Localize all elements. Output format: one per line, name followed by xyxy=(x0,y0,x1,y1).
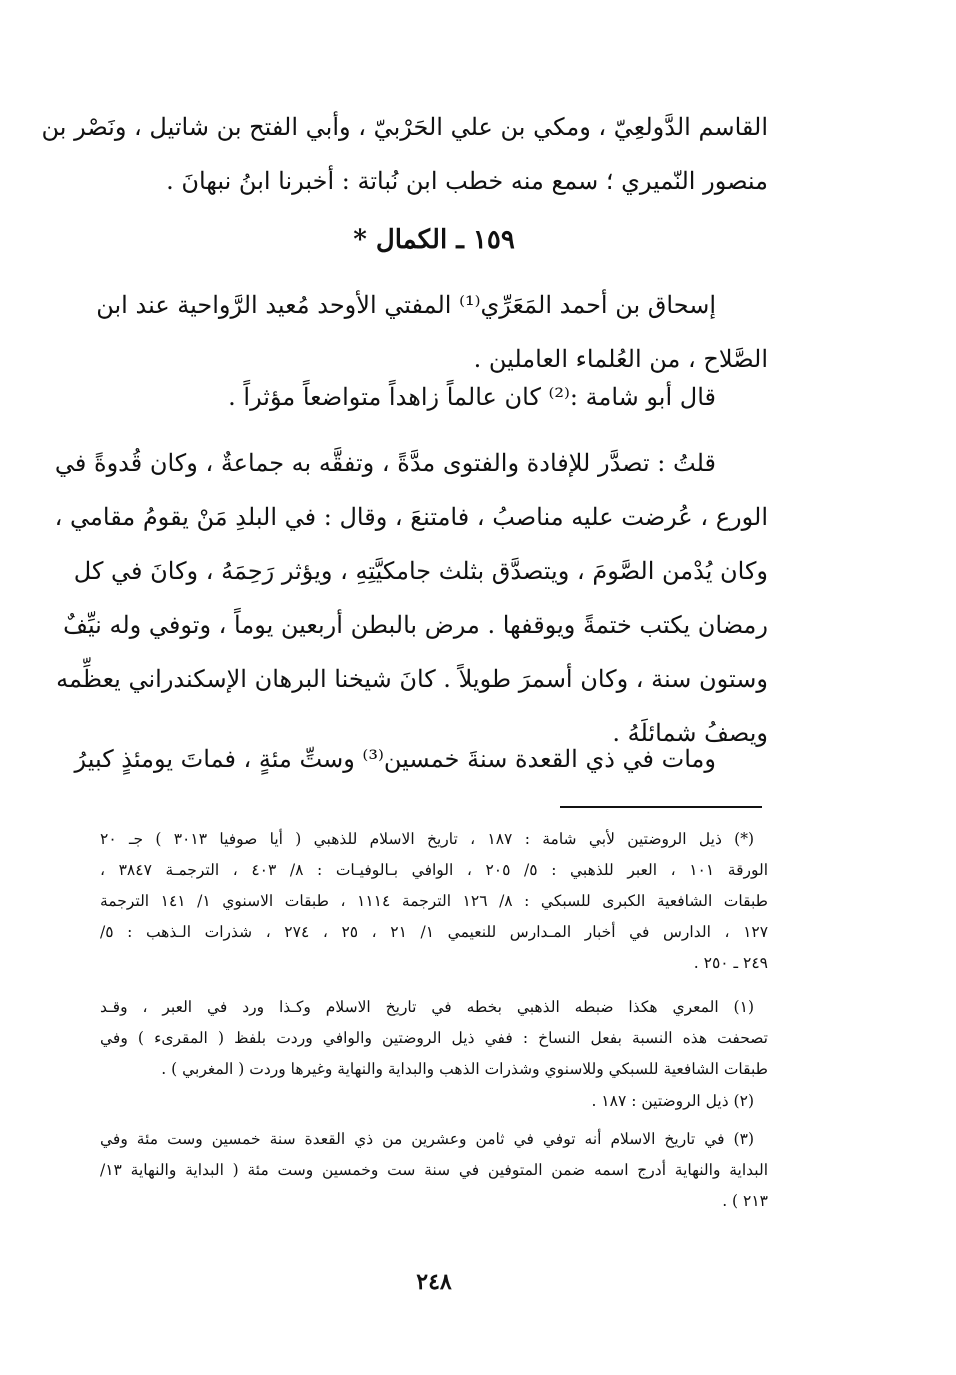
paragraph-abu-shama xyxy=(100,370,768,424)
footnote-line: (*) ذيل الروضتين لأبي شامة : ١٨٧ ، تاريخ الاسلام للذهبي ( أيا صوفيا ٣٠١٣ ) جـ ٢٠ xyxy=(100,830,754,848)
page-number: ٢٤٨ xyxy=(416,1269,452,1295)
footnote-line: تصحفت هذه النسبة بفعل النساخ : ففي ذيل الروضتين والوافي وردت بلفظ ( المقرىء ) وفي xyxy=(100,1029,768,1047)
footnote-2 xyxy=(100,1086,768,1117)
footnote-line: الورقة ١٠١ ، العبر للذهبي : ٥/ ٢٠٥ ، الوافي بـالوفيـات : ٨/ ٤٠٣ ، الترجمـة ٣٨٤٧ ، xyxy=(100,861,769,879)
footnote-line: (٢) ذيل الروضتين : ١٨٧ . xyxy=(591,1092,754,1110)
paragraph-continuation xyxy=(41,100,768,208)
footnote-separator xyxy=(560,806,762,808)
footnote-line: ٢٤٩ ـ ٢٥٠ . xyxy=(693,954,768,972)
text-line: قلتُ : تصدَّر للإفادة والفتوى مدَّةً ، وتفقَّه به جماعةٌ ، وكان قُدوةً في xyxy=(54,449,716,477)
entry-heading: ١٥٩ ـ الكمال * xyxy=(353,225,515,255)
footnote-3 xyxy=(100,1124,768,1217)
text-line: الورع ، عُرضت عليه مناصبُ ، فامتنعَ ، وقال : في البلدِ مَنْ يقومُ مقامي ، xyxy=(54,503,768,531)
text-line: ومات في ذي القعدة سنةَ خمسين⁽³⁾ وستِّ مئةٍ ، فماتَ يومئذٍ كبيرُ xyxy=(74,745,716,773)
footnote-sources xyxy=(100,824,768,979)
text-line: وستون سنة ، وكان أسمرَ طويلاً . كانَ شيخنا البرهان الإسكندراني يعظِّمه xyxy=(56,665,768,693)
footnote-line: (١) المعري هكذا ضبطه الذهبي بخطه في تاريخ الاسلام وكـذا ورد في العبر ، وقـد xyxy=(100,998,754,1016)
paragraph-biography xyxy=(54,436,768,760)
footnote-line: (٣) في تاريخ الاسلام أنه توفي في ثامن وعشرين من ذي القعدة سنة خمسين وست مئة وفي xyxy=(100,1130,754,1148)
footnote-line: البداية والنهاية أدرج اسمه ضمن المتوفين في سنة ست وخمسين وست مئة ( البداية والنهاية ١٣/ xyxy=(100,1161,768,1179)
footnote-1 xyxy=(100,992,768,1085)
text-line: ويصفُ شمائلَهُ . xyxy=(612,719,768,747)
text-line: قال أبو شامة :⁽²⁾ كان عالماً زاهداً متواضعاً مؤثراً . xyxy=(228,383,716,411)
text-line: القاسم الدَّولعِيّ ، ومكي بن علي الحَرْبيّ ، وأبي الفتح بن شاتيل ، ونَصْر بن xyxy=(41,113,768,141)
paragraph-death xyxy=(74,732,768,786)
footnote-line: ٢١٣ ) . xyxy=(722,1192,768,1210)
footnote-line: طبقات الشافعية الكبرى للسبكي : ٨/ ١٢٦ الترجمة ١١١٤ ، طبقات الاسنوي ١/ ١٤١ الترجمة xyxy=(100,892,768,910)
text-line: إسحاق بن أحمد المَعَرِّي⁽¹⁾ المفتي الأوحد مُعيد الرَّواحية عند ابن xyxy=(96,291,716,319)
text-line: منصور النّميري ؛ سمع منه خطب ابن نُباتة : أخبرنا ابنُ نبهانَ . xyxy=(166,167,768,195)
footnote-line: ١٢٧ ، الدارس في أخبار المـدارس للنعيمي ١/ ٢١ ، ٢٥ ، ٢٧٤ ، شذرات الـذهب : ٥/ xyxy=(100,923,769,941)
text-line: وكان يُدْمن الصَّومَ ، ويتصدَّق بثلث جامكيَّتِهِ ، ويؤثر رَحِمَهُ ، وكانَ في كل xyxy=(73,557,768,585)
footnote-line: طبقات الشافعية للسبكي وللاسنوي وشذرات الذهب والبداية والنهاية وغيرها وردت ( المغربي ) . xyxy=(161,1060,768,1078)
text-line: رمضان يكتب ختمةً ويوقفها . مرض بالبطن أربعين يوماً ، وتوفي وله نيِّفٌ xyxy=(63,611,768,639)
text-line: الصَّلاح ، من العُلماء العاملين . xyxy=(473,345,768,373)
